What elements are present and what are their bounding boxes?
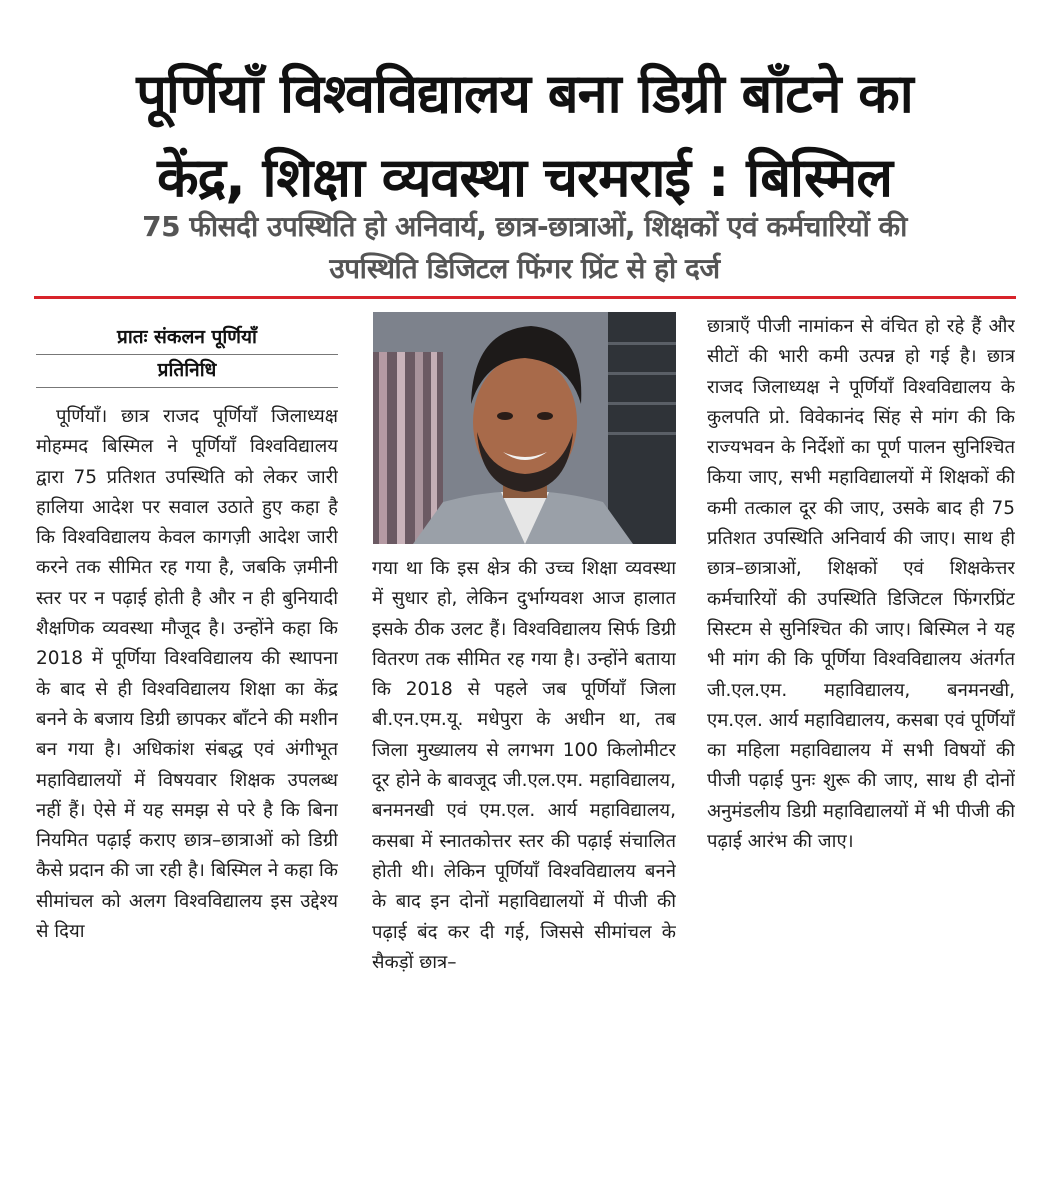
article-column-1: पूर्णियाँ। छात्र राजद पूर्णियाँ जिलाध्यक्ष मोहम्मद बिस्मिल ने पूर्णियाँ विश्वविद्यालय द्वारा 75 प्रतिशत उपस्थिति को लेकर जारी हालिया आदेश पर सवाल उठाते हुए कहा है कि विश्वविद्यालय केवल कागज़ी आदेश जारी करने तक सीमित रह गया है, जबकि ज़मीनी स्तर पर न पढ़ाई होती है और न ही बुनियादी शैक्षणिक व्यवस्था मौजूद है। उन्होंने कहा कि 2018 में पूर्णिया विश्वविद्यालय की स्थापना के बाद से ही विश्वविद्यालय शिक्षा का केंद्र बनने के बजाय डिग्री छापकर बाँटने की मशीन बन गया है। अधिकांश संबद्ध एवं अंगीभूत महाविद्यालयों में विषयवार शिक्षक उपलब्ध नहीं हैं। ऐसे में यह समझ से परे है कि बिना नियमित पढ़ाई कराए छात्र–छात्राओं को डिग्री कैसे प्रदान की जा रही है। बिस्मिल ने कहा कि सीमांचल को अलग विश्वविद्यालय इस उद्देश्य से दिया	[36, 406, 338, 943]
byline-role: प्रतिनिधि	[36, 355, 338, 388]
headline-line-1: पूर्णियाँ विश्वविद्यालय बना डिग्री बाँटने का	[136, 62, 913, 125]
headline-divider	[34, 296, 1016, 299]
article-column-3: छात्राएँ पीजी नामांकन से वंचित हो रहे हैं और सीटों की भारी कमी उत्पन्न हो गई है। छात्र राजद जिलाध्यक्ष ने पूर्णियाँ विश्वविद्यालय के कुलपति प्रो. विवेकानंद सिंह से मांग की कि राज्यभवन के निर्देशों का पूर्ण पालन सुनिश्चित किया जाए, सभी महाविद्यालयों में शिक्षकों की कमी तत्काल दूर की जाए, उसके बाद ही 75 प्रतिशत उपस्थिति अनिवार्य की जाए। साथ ही छात्र–छात्राओं, शिक्षकों एवं शिक्षकेत्तर कर्मचारियों की उपस्थिति डिजिटल फिंगरप्रिंट सिस्टम से सुनिश्चित की जाए। बिस्मिल ने यह भी मांग की कि पूर्णिया विश्वविद्यालय अंतर्गत जी.एल.एम. महाविद्यालय, बनमनखी, एम.एल. आर्य महाविद्यालय, कसबा एवं पूर्णियाँ का महिला महाविद्यालय में सभी विषयों की पीजी पढ़ाई पुनः शुरू की जाए, साथ ही दोनों अनुमंडलीय डिग्री महाविद्यालयों में भी पीजी की पढ़ाई आरंभ की जाए।	[707, 316, 1015, 853]
portrait-photo	[373, 312, 676, 544]
subheadline	[20, 206, 1029, 290]
byline-source: प्रातः संकलन पूर्णियाँ	[36, 322, 338, 355]
subheadline-line-2: उपस्थिति डिजिटल फिंगर प्रिंट से हो दर्ज	[329, 252, 720, 285]
headline	[20, 52, 1029, 220]
article-column-2: गया था कि इस क्षेत्र की उच्च शिक्षा व्यवस्था में सुधार हो, लेकिन दुर्भाग्यवश आज हालात इसके ठीक उलट हैं। विश्वविद्यालय सिर्फ डिग्री वितरण तक सीमित रह गया है। उन्होंने बताया कि 2018 से पहले जब पूर्णियाँ जिला बी.एन.एम.यू. मधेपुरा के अधीन था, तब जिला मुख्यालय से लगभग 100 किलोमीटर दूर होने के बावजूद जी.एल.एम. महाविद्यालय, बनमनखी एवं एम.एल. आर्य महाविद्यालय, कसबा में स्नातकोत्तर स्तर की पढ़ाई संचालित होती थी। लेकिन पूर्णियाँ विश्वविद्यालय बनने के बाद इन दोनों महाविद्यालयों में पीजी की पढ़ाई बंद कर दी गई, जिससे सीमांचल के सैकड़ों छात्र–	[372, 558, 676, 973]
subheadline-line-1: 75 फीसदी उपस्थिति हो अनिवार्य, छात्र-छात्राओं, शिक्षकों एवं कर्मचारियों की	[142, 210, 907, 243]
byline	[36, 322, 338, 388]
headline-line-2: केंद्र, शिक्षा व्यवस्था चरमराई : बिस्मिल	[157, 146, 892, 209]
